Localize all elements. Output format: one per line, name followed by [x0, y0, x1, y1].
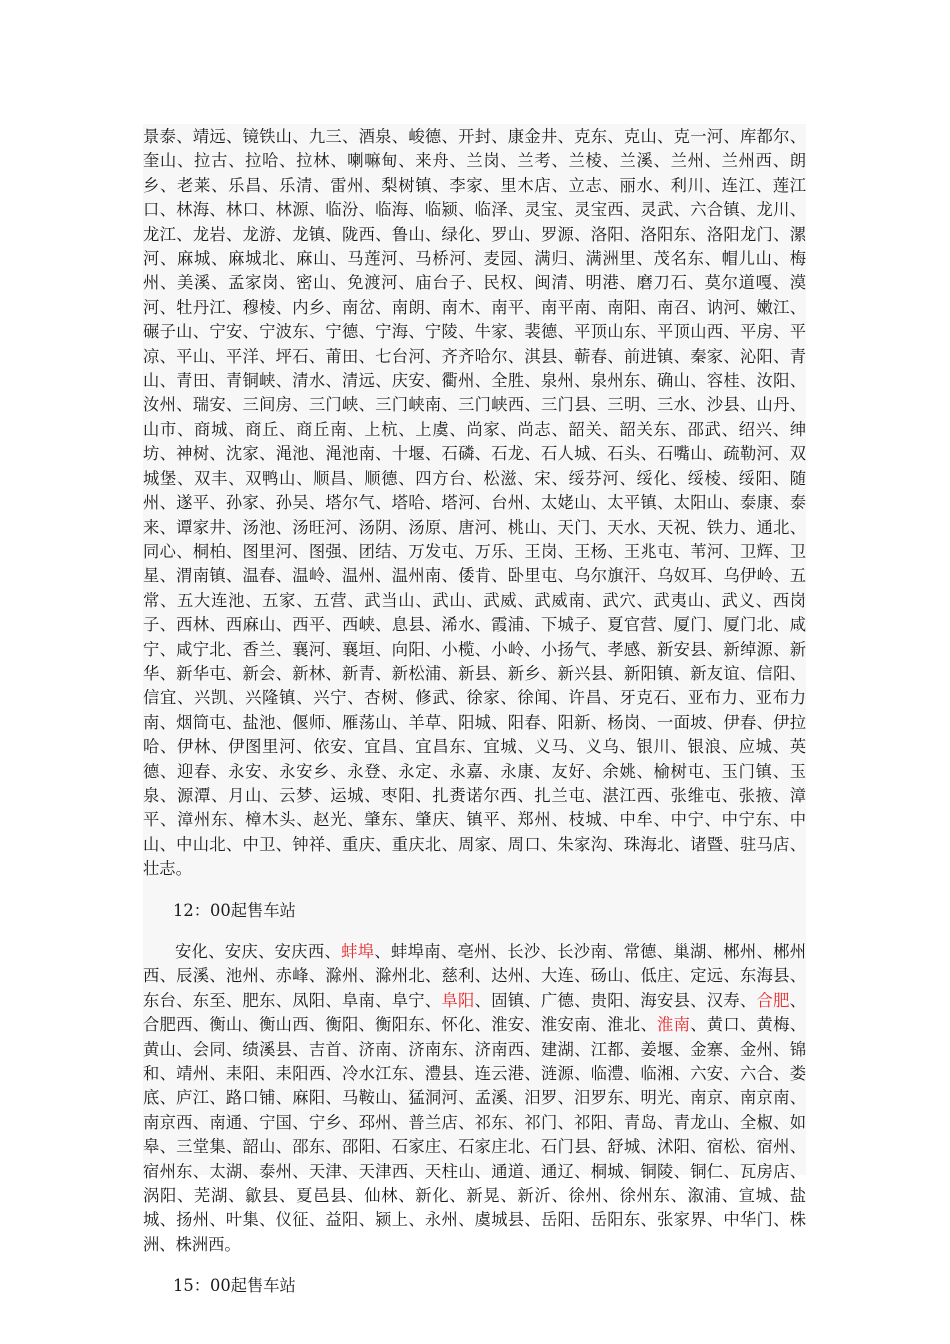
station-list-paragraph-1200: [143, 940, 806, 1257]
section-heading-1200: 12：00起售车站: [173, 900, 296, 920]
highlighted-station-hefei: 合肥: [756, 990, 790, 1010]
highlighted-station-huainan: 淮南: [657, 1015, 691, 1035]
station-text: 、黄口、黄梅、黄山、会同、绩溪县、吉首、济南、济南东、济南西、建湖、江都、姜堰、金寨、金州、锦和、靖州、耒阳、耒阳西、冷水江东、澧县、连云港、涟源、临澧、临湘、六安、六合、娄底、庐江、路口铺、麻阳、马鞍山、猛洞河、孟溪、汨罗、汨罗东、明光、南京、南京南、南京西、南通、宁国、宁乡、邳州、普兰店、祁东、祁门、祁阳、青岛、青龙山、全椒、如皋、三堂集、韶山、邵东、邵阳、石家庄、石家庄北、石门县、舒城、沭阳、宿松、宿州、宿州东、太湖、泰州、天津、天津西、天柱山、通道、通辽、桐城、铜陵、铜仁、瓦房店、涡阳、芜湖、歙县、夏邑县、仙林、新化、新晃、新沂、徐州、徐州东、溆浦、宣城、盐城、扬州、叶集、仪征、益阳、颍上、永州、虞城县、岳阳、岳阳东、张家界、中华门、株洲、株洲西。: [143, 1015, 806, 1254]
station-text: 安化、安庆、安庆西、: [175, 942, 342, 961]
station-text: 、固镇、广德、贵阳、海安县、汉寿、: [474, 990, 757, 1010]
station-list-paragraph: 景泰、靖远、镜铁山、九三、酒泉、峻德、开封、康金井、克东、克山、克一河、库都尔、奎山、拉古、拉哈、拉林、喇嘛甸、来舟、兰岗、兰考、兰棱、兰溪、兰州、兰州西、朗乡、老莱、乐昌、乐清、雷州、梨树镇、李家、里木店、立志、丽水、利川、连江、莲江口、林海、林口、林源、临汾、临海、临颍、临泽、灵宝、灵宝西、灵武、六合镇、龙川、龙江、龙岩、龙游、龙镇、陇西、鲁山、绿化、罗山、罗源、洛阳、洛阳东、洛阳龙门、漯河、麻城、麻城北、麻山、马莲河、马桥河、麦园、满归、满洲里、茂名东、帽儿山、梅州、美溪、孟家岗、密山、免渡河、庙台子、民权、闽清、明港、磨刀石、莫尔道嘎、漠河、牡丹江、穆棱、内乡、南岔、南朗、南木、南平、南平南、南阳、南召、讷河、嫩江、碾子山、宁安、宁波东、宁德、宁海、宁陵、牛家、裴德、平顶山东、平顶山西、平房、平凉、平山、平洋、坪石、莆田、七台河、齐齐哈尔、淇县、蕲春、前进镇、秦家、沁阳、青山、青田、青铜峡、清水、清远、庆安、衢州、全胜、泉州、泉州东、确山、容桂、汝阳、汝州、瑞安、三间房、三门峡、三门峡南、三门峡西、三门县、三明、三水、沙县、山丹、山市、商城、商丘、商丘南、上杭、上虞、尚家、尚志、韶关、韶关东、邵武、绍兴、绅坊、神树、沈家、渑池、渑池南、十堰、石磷、石龙、石人城、石头、石嘴山、疏勒河、双城堡、双丰、双鸭山、顺昌、顺德、四方台、松滋、宋、绥芬河、绥化、绥棱、绥阳、随州、遂平、孙家、孙吴、塔尔气、塔哈、塔河、台州、太姥山、太平镇、太阳山、泰康、泰来、谭家井、汤池、汤旺河、汤阴、汤原、唐河、桃山、天门、天水、天祝、铁力、通北、同心、桐柏、图里河、图强、团结、万发屯、万乐、王岗、王杨、王兆屯、苇河、卫辉、卫星、渭南镇、温春、温岭、温州、温州南、倭肯、卧里屯、乌尔旗汗、乌奴耳、乌伊岭、五常、五大连池、五家、五营、武当山、武山、武威、武威南、武穴、武夷山、武义、西岗子、西林、西麻山、西平、西峡、息县、浠水、霞浦、下城子、夏官营、厦门、厦门北、咸宁、咸宁北、香兰、襄河、襄垣、向阳、小榄、小岭、小扬气、孝感、新安县、新绰源、新华、新华屯、新会、新林、新青、新松浦、新县、新乡、新兴县、新阳镇、新友谊、信阳、信宜、兴凯、兴隆镇、兴宁、杏树、修武、徐家、徐闻、许昌、牙克石、亚布力、亚布力南、烟筒屯、盐池、偃师、雁荡山、羊草、阳城、阳春、阳新、杨岗、一面坡、伊春、伊拉哈、伊林、伊图里河、依安、宜昌、宜昌东、宜城、义马、义乌、银川、银浪、应城、英德、迎春、永安、永安乡、永登、永定、永嘉、永康、友好、余姚、榆树屯、玉门镇、玉泉、源潭、月山、云梦、运城、枣阳、扎赉诺尔西、扎兰屯、湛江西、张维屯、张掖、漳平、漳州东、樟木头、赵光、肇东、肇庆、镇平、郑州、枝城、中牟、中宁、中宁东、中山、中山北、中卫、钟祥、重庆、重庆北、周家、周口、朱家沟、珠海北、诸暨、驻马店、壮志。: [143, 127, 806, 879]
section-heading-1500: 15：00起售车站: [173, 1276, 296, 1296]
station-text: 、合肥西、衡山、衡山西、衡阳、衡阳东、怀化、淮安、淮安南、淮北、: [143, 990, 806, 1035]
highlighted-station-fuyang: 阜阳: [441, 990, 475, 1010]
highlighted-station-bengbu: 蚌埠: [341, 942, 375, 961]
document-page: [143, 124, 806, 1296]
station-text: 、蚌埠南、亳州、长沙、长沙南、常德、巢湖、郴州、郴州西、辰溪、池州、赤峰、滁州、滁州北、慈利、达州、大连、砀山、低庄、定远、东海县、东台、东至、肥东、凤阳、阜南、阜宁、: [143, 942, 806, 1010]
